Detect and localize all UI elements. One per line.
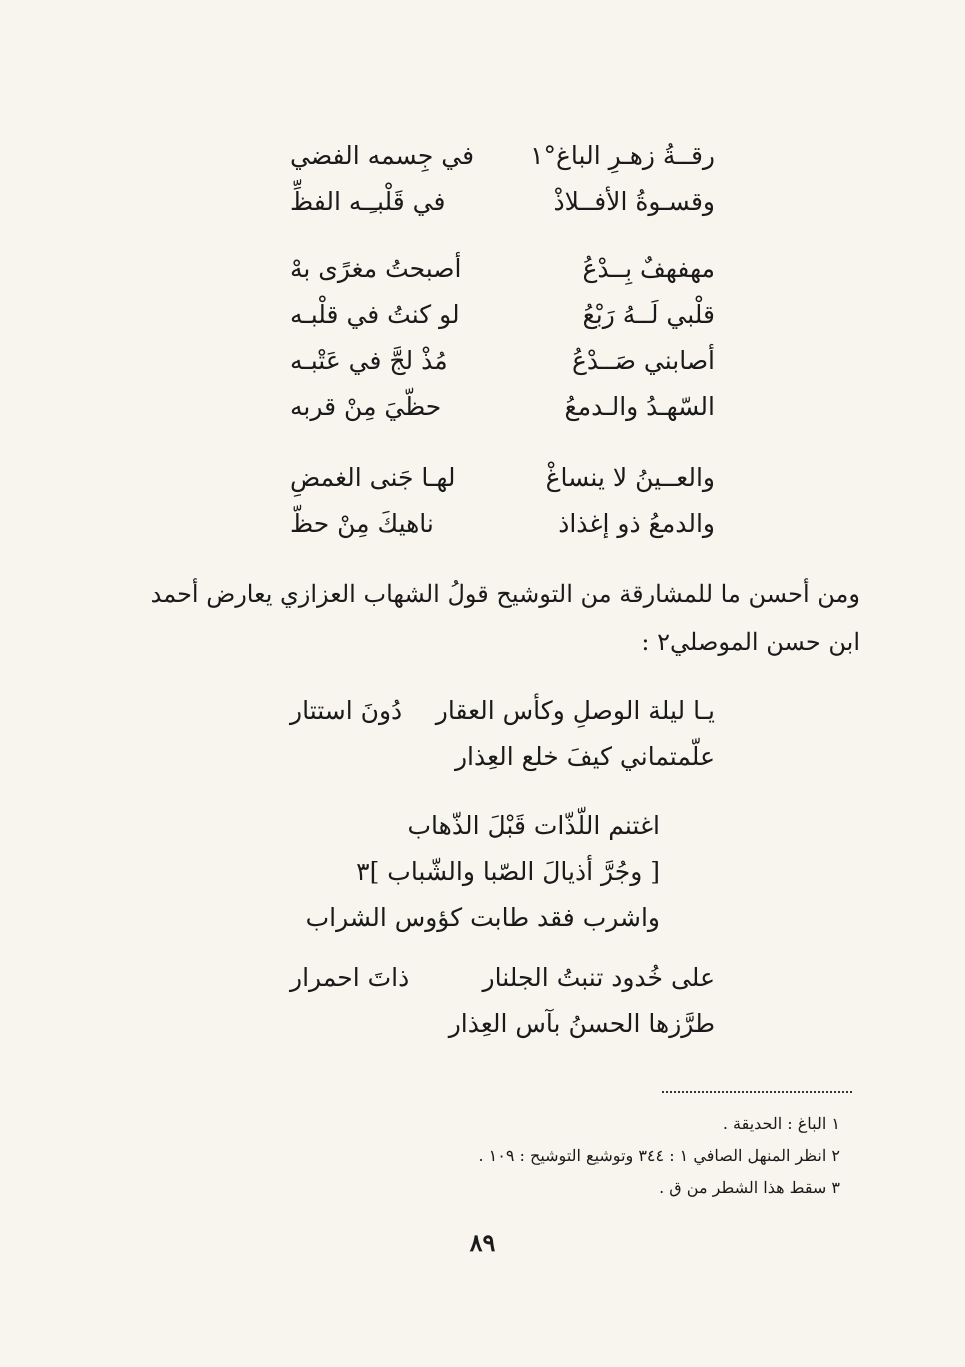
verse-hemistich-second: دُونَ استتار [290, 696, 403, 725]
verse-hemistich-first: يـا ليلة الوصلِ وكأس العقار [435, 696, 715, 725]
verse-hemistich-first: رقــةُ زهـرِ الباغ°١ [530, 141, 715, 170]
verse-line: اغتنم اللّذّات قَبْلَ الذّهاب [407, 811, 660, 840]
verse-line [290, 1001, 715, 1047]
prose-line: ابن حسن الموصلي٢ : [641, 628, 860, 656]
footnotes [360, 1108, 840, 1204]
poem-stanza-6 [290, 955, 715, 1047]
poem-stanza-1 [290, 133, 715, 225]
page-number: ٨٩ [469, 1228, 496, 1257]
verse-hemistich-first: علّمتماني كيفَ خلع العِذار [454, 742, 715, 771]
verse-hemistich-second: أصبحتُ مغرًى بهْ [290, 254, 462, 283]
verse-hemistich-second: لهـا جَنى الغمضِ [290, 463, 456, 492]
verse-line: [ وجُرَّ أذيالَ الصّبا والشّباب ]٣ [356, 857, 660, 886]
verse-line: واشرب فقد طابت كؤوس الشراب [305, 903, 660, 932]
verse-hemistich-second: حظّيَ مِنْ قربه [290, 392, 442, 421]
verse-line [290, 455, 715, 501]
verse-hemistich-first: أصابني صَــدْعُ [572, 346, 715, 375]
verse-line [290, 292, 715, 338]
footnote-item: ٣ سقط هذا الشطر من ق . [659, 1178, 840, 1197]
footnote-item: ١ الباغ : الحديقة . [722, 1114, 840, 1133]
verse-hemistich-first: قلْبي لَــهُ رَبْعُ [582, 300, 715, 329]
verse-line [290, 955, 715, 1001]
verse-line [290, 734, 715, 780]
verse-hemistich-second: في قَلْبـِـه الفظِّ [290, 187, 446, 216]
poem-stanza-2 [290, 246, 715, 430]
footnote-item: ٢ انظر المنهل الصافي ١ : ٣٤٤ وتوشيع التوشيح : ١٠٩ . [478, 1146, 840, 1165]
verse-line [290, 688, 715, 734]
prose-line: ومن أحسن ما للمشارقة من التوشيح قولُ الشهاب العزازي يعارض أحمد [150, 580, 860, 608]
verse-line [290, 384, 715, 430]
verse-hemistich-first: طرَّزها الحسنُ بآس العِذار [448, 1009, 715, 1038]
verse-hemistich-second: لو كنتُ في قلْبـه [290, 300, 460, 329]
verse-hemistich-first: وقسـوةُ الأفــلاذْ [553, 187, 715, 216]
verse-hemistich-first: مهفهفٌ بِــدْعُ [582, 254, 715, 283]
verse-hemistich-first: والعــينُ لا ينساغْ [545, 463, 715, 492]
verse-line [290, 179, 715, 225]
verse-line [290, 133, 715, 179]
verse-hemistich-second: ذاتَ احمرار [290, 963, 410, 992]
poem-stanza-4 [290, 688, 715, 780]
verse-hemistich-second: مُذْ لجَّ في عَتْبـه [290, 346, 448, 375]
poem-stanza-3 [290, 455, 715, 547]
verse-hemistich-first: السّهـدُ والـدمعُ [564, 392, 715, 421]
verse-hemistich-second: ناهيكَ مِنْ حظّ [290, 509, 434, 538]
verse-line [290, 246, 715, 292]
verse-line [290, 501, 715, 547]
verse-line [290, 338, 715, 384]
verse-hemistich-first: على خُدود تنبتُ الجلنار [482, 963, 715, 992]
poem-stanza-5 [305, 803, 660, 941]
verse-hemistich-first: والدمعُ ذو إغذاذ [558, 509, 715, 538]
prose-paragraph [140, 570, 860, 666]
verse-hemistich-second: في جِسمه الفضي [290, 141, 475, 170]
footnote-divider [662, 1091, 852, 1093]
